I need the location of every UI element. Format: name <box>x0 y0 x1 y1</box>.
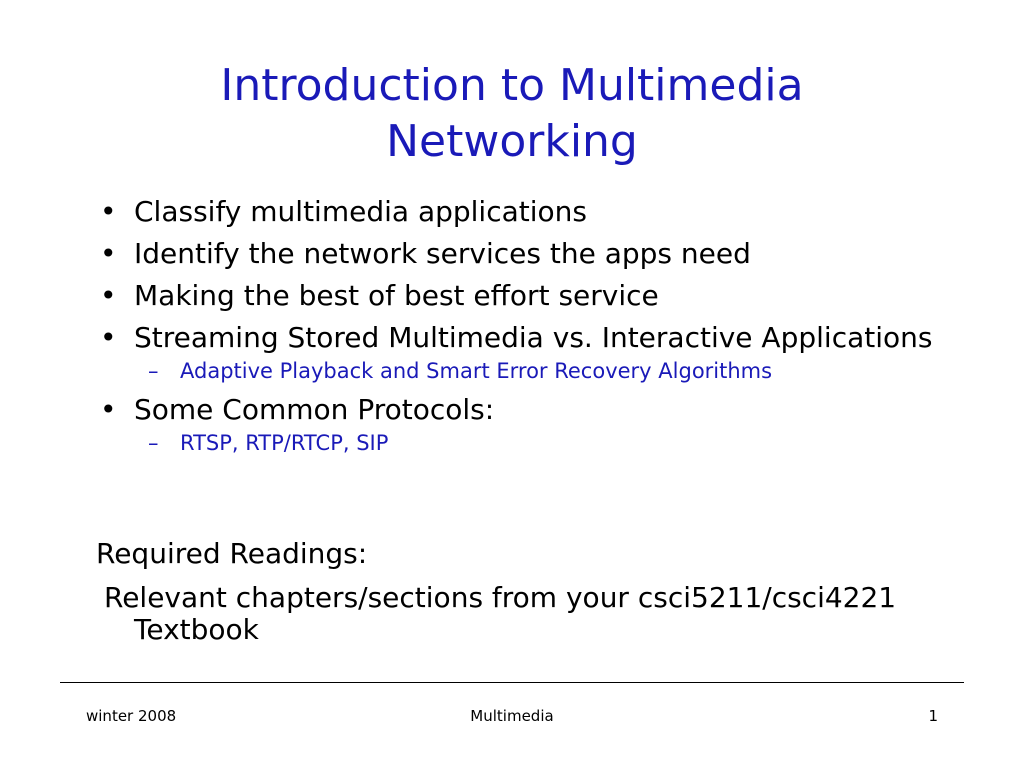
bullet-item <box>96 394 956 426</box>
readings-heading: Required Readings: <box>96 537 368 570</box>
bullet-item <box>96 280 956 312</box>
slide-title-line-2: Networking <box>386 116 638 167</box>
bullet-text: Streaming Stored Multimedia vs. Interactive Applications <box>134 321 933 354</box>
bullet-item <box>96 322 956 354</box>
required-readings <box>96 538 956 646</box>
bullet-item <box>96 238 956 270</box>
slide-title <box>100 58 924 170</box>
sub-bullet-item <box>96 358 956 384</box>
bullet-text: Classify multimedia applications <box>134 195 587 228</box>
footer-date: winter 2008 <box>86 707 177 725</box>
bullet-list <box>96 196 956 466</box>
sub-bullet-marker: – <box>148 431 159 455</box>
footer-divider <box>60 682 964 683</box>
bullet-marker: • <box>100 393 117 426</box>
footer-topic: Multimedia <box>470 707 554 725</box>
readings-body: Relevant chapters/sections from your csci5211/csci4221 Textbook <box>104 581 897 646</box>
bullet-text: Making the best of best effort service <box>134 279 659 312</box>
sub-bullet-text: RTSP, RTP/RTCP, SIP <box>180 431 389 455</box>
footer-page-number: 1 <box>928 707 938 725</box>
bullet-marker: • <box>100 321 117 354</box>
sub-bullet-marker: – <box>148 359 159 383</box>
sub-bullet-text: Adaptive Playback and Smart Error Recovery Algorithms <box>180 359 773 383</box>
bullet-marker: • <box>100 279 117 312</box>
bullet-marker: • <box>100 195 117 228</box>
sub-bullet-item <box>96 430 956 456</box>
bullet-item <box>96 196 956 228</box>
bullet-marker: • <box>100 237 117 270</box>
bullet-text: Some Common Protocols: <box>134 393 495 426</box>
slide-title-line-1: Introduction to Multimedia <box>220 60 804 111</box>
bullet-text: Identify the network services the apps need <box>134 237 751 270</box>
